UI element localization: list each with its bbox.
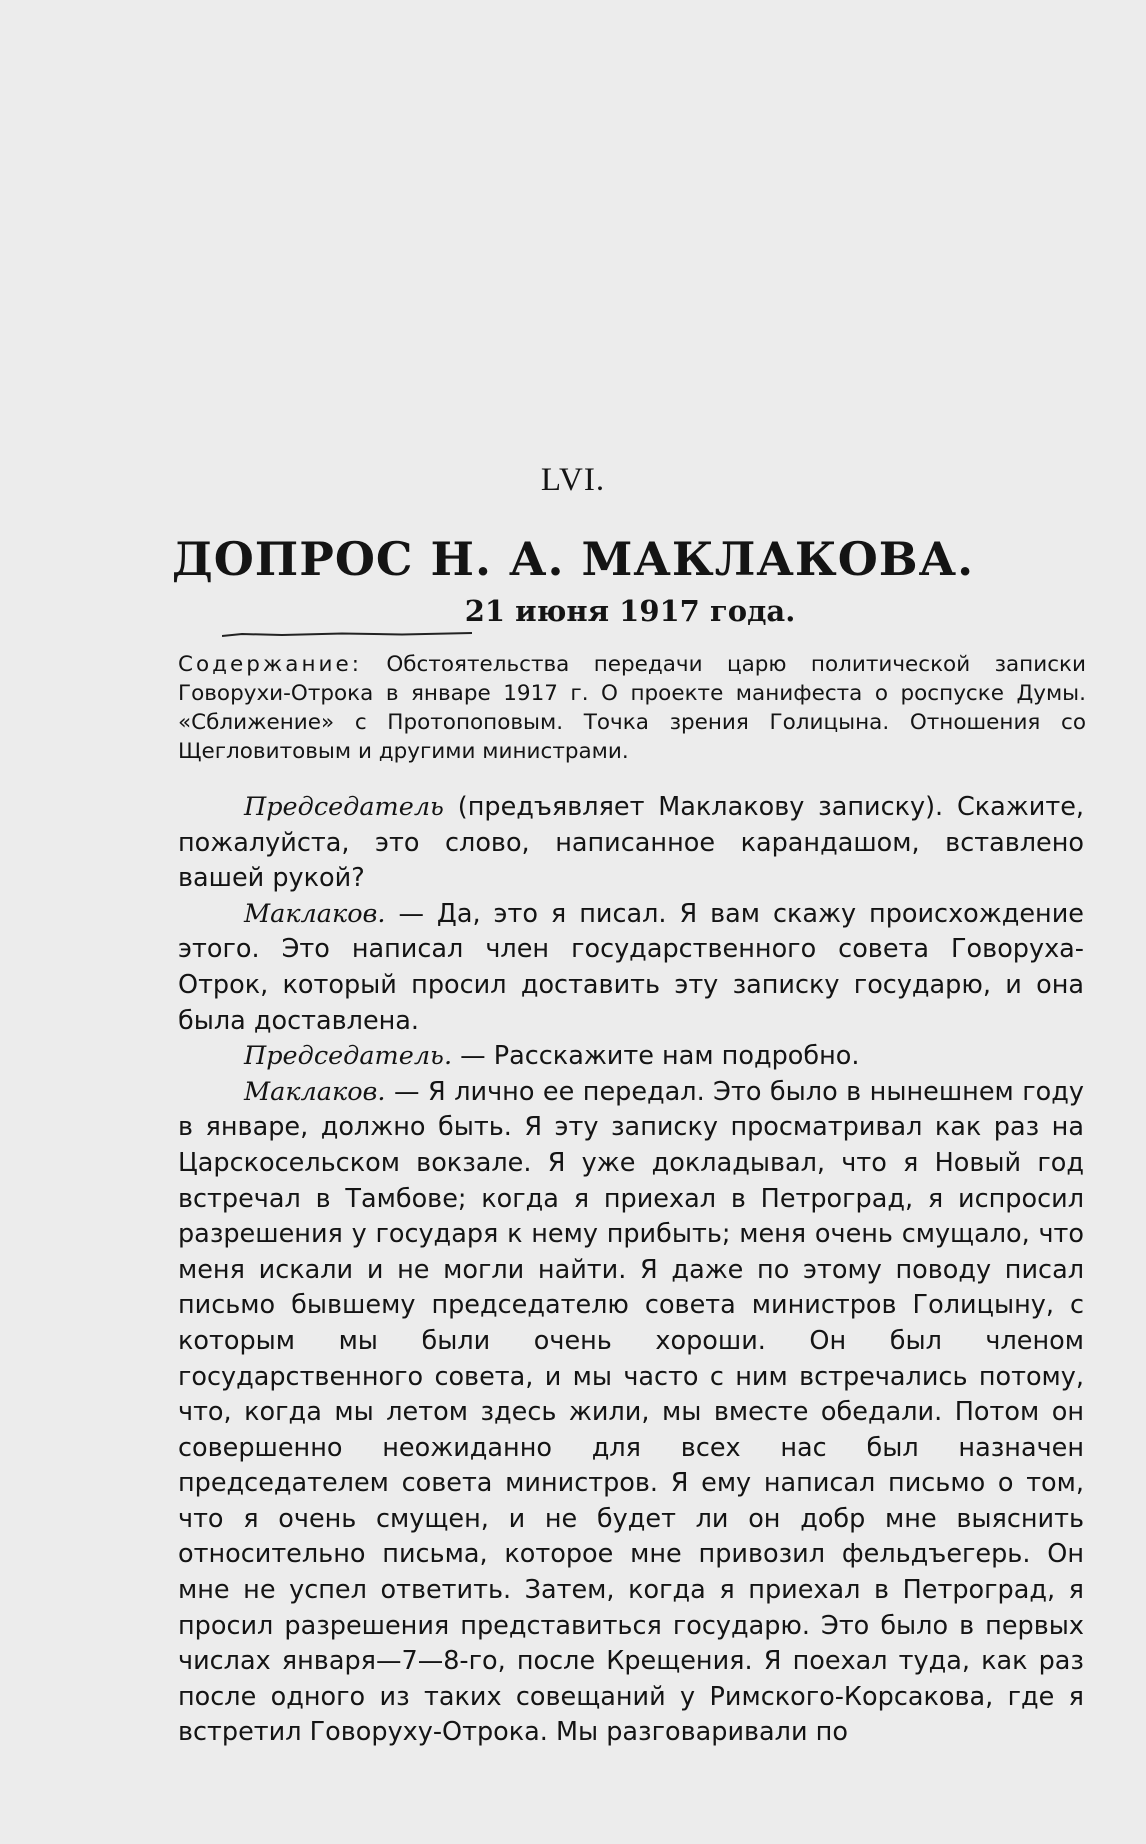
paragraph-text: — Расскажите нам подробно. <box>452 1041 860 1072</box>
chapter-date: 21 июня 1917 года. <box>464 594 796 628</box>
paragraph <box>178 1075 1084 1751</box>
speaker-name: Маклаков. <box>244 1076 386 1107</box>
decorative-rule <box>222 632 472 637</box>
paragraph <box>178 790 1084 897</box>
paragraph-text: — Я лично ее передал. Это было в нынешнем году в январе, должно быть. Я эту записку просматривал как раз на Царскосельском вокзале. Я уже докладывал, что я Новый год встречал в Тамбове; когда я приехал в Петроград, я испросил разрешения у государя к нему прибыть; меня очень смущало, что меня искали и не могли найти. Я даже по этому поводу писал письмо бывшему председателю совета министров Голицыну, с которым мы были очень хороши. Он был членом государственного совета, и мы часто с ним встречались потому, что, когда мы летом здесь жили, мы вместе обедали. Потом он совершенно неожиданно для всех нас был назначен председателем совета министров. Я ему написал письмо о том, что я очень смущен, и не будет ли он добр мне выяснить относительно письма, которое мне привозил фельдъегерь. Он мне не успел ответить. Затем, когда я приехал в Петроград, я просил разрешения представиться государю. Это было в первых числах января—7—8-го, после Крещения. Я поехал туда, как раз после одного из таких совещаний у Римского-Корсакова, где я встретил Говоруху-Отрока. Мы разговаривали по <box>178 1076 1084 1748</box>
speaker-name: Председатель. <box>244 1041 453 1072</box>
speaker-name: Маклаков. <box>244 898 386 929</box>
paragraph <box>178 897 1084 1039</box>
chapter-number: LVI. <box>540 462 606 498</box>
paragraph-text: — Да, это я писал. Я вам скажу происхождение этого. Это написал член государственного совета Говоруха-Отрок, который просил доставить эту записку государю, и она была доставлена. <box>178 898 1084 1036</box>
chapter-title: ДОПРОС Н. А. МАКЛАКОВА. <box>171 532 975 586</box>
transcript-body <box>178 790 1084 1751</box>
paragraph <box>178 1039 1084 1075</box>
paragraph-text: (предъявляет Маклакову записку). Скажите, пожалуйста, это слово, написанное карандашом, вставлено вашей рукой? <box>178 792 1084 894</box>
summary-text: Обстоятельства передачи царю политической записки Говорухи-Отрока в январе 1917 г. О проекте манифеста о роспуске Думы. «Сближение» с Протопоповым. Точка зрения Голицына. Отношения со Щегловитовым и другими министрами. <box>178 652 1086 764</box>
summary-label: Содержание: <box>178 652 362 677</box>
chapter-summary <box>178 650 1086 766</box>
speaker-name: Председатель <box>244 792 444 822</box>
